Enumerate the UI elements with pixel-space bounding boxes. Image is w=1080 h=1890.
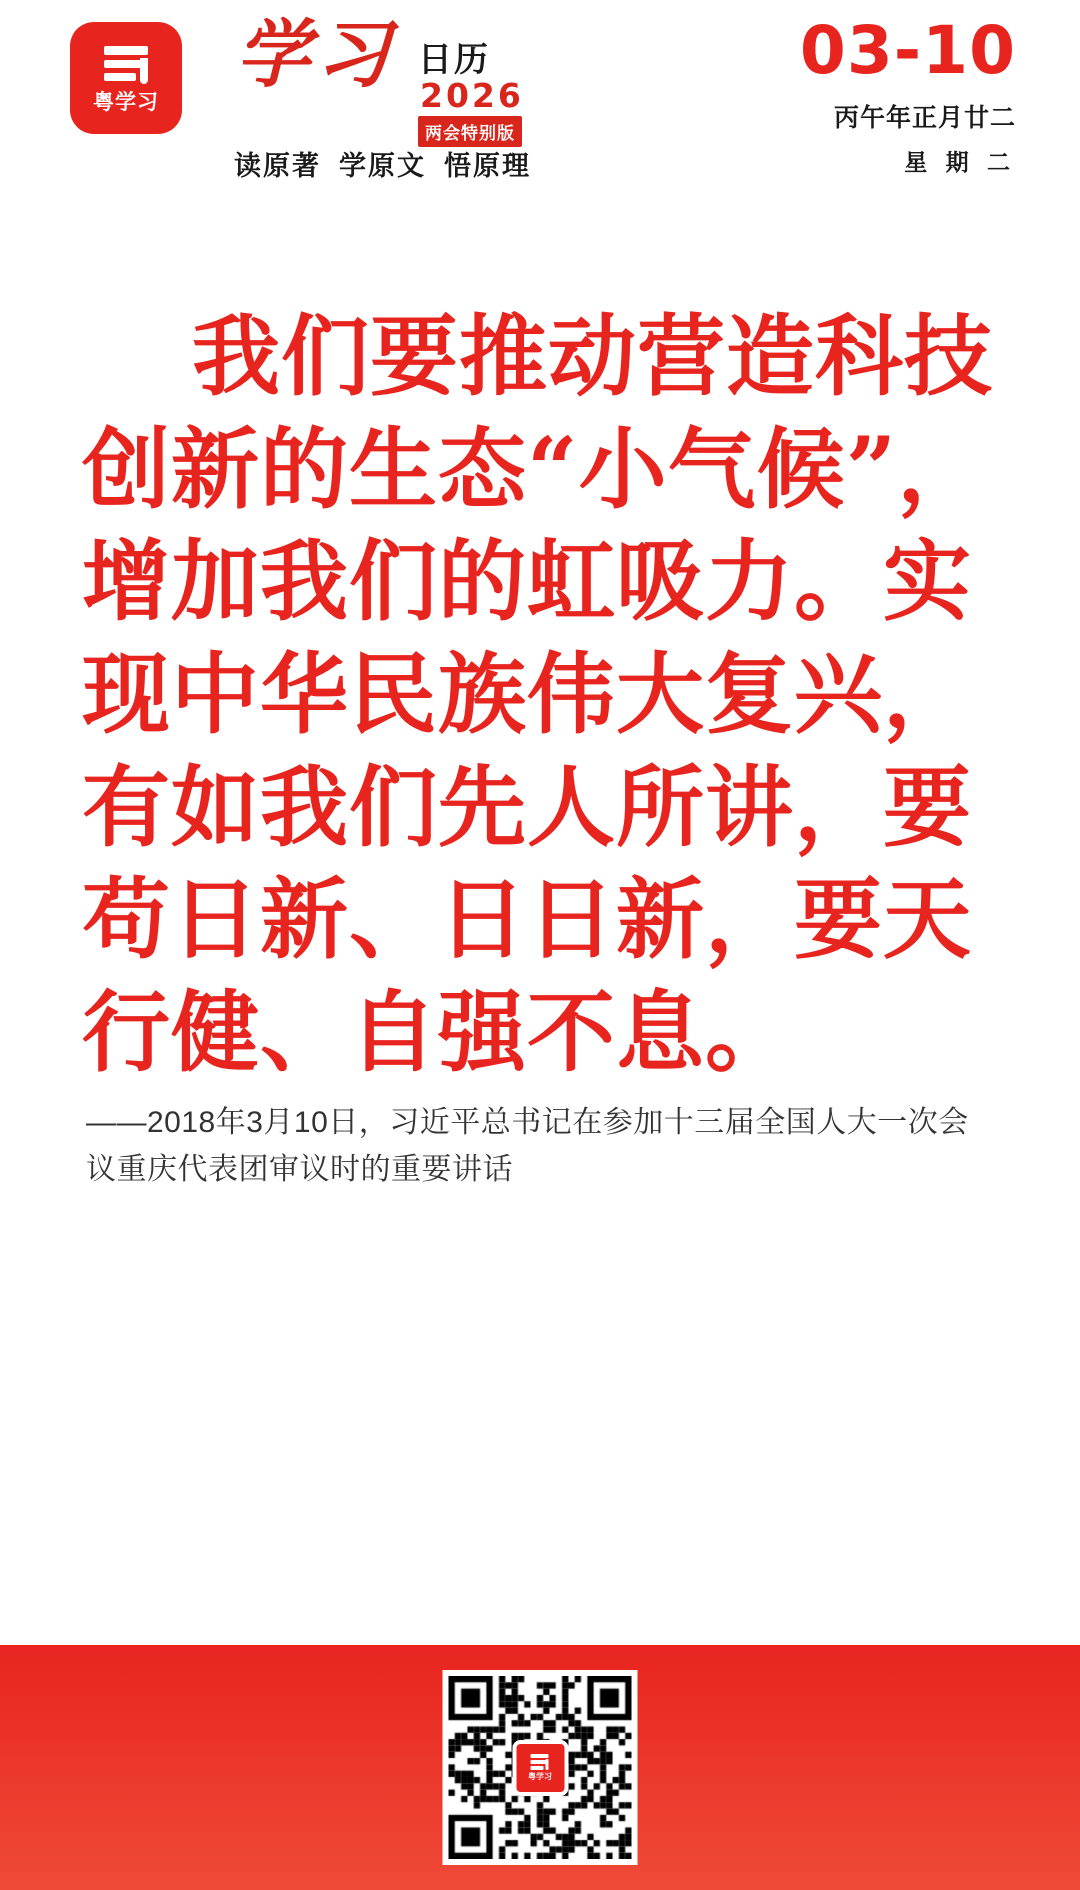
date-month-day: 03-10 bbox=[799, 12, 1016, 89]
edition-badge: 两会特别版 bbox=[418, 116, 522, 147]
page-footer bbox=[0, 1645, 1080, 1890]
title-main: 学习 bbox=[236, 12, 396, 98]
quote-attribution: ——2018年3月10日，习近平总书记在参加十三届全国人大一次会议重庆代表团审议时的重要讲话 bbox=[86, 1106, 969, 1186]
book-logo-icon-small bbox=[528, 1754, 552, 1771]
calendar-title-block bbox=[228, 12, 568, 187]
slogan-part-2: 学原文 bbox=[339, 151, 426, 181]
title-year: 2026 bbox=[420, 76, 524, 115]
date-block bbox=[716, 12, 1016, 177]
qr-center-label: 粤学习 bbox=[528, 1772, 552, 1781]
slogan bbox=[234, 144, 549, 183]
slogan-part-3: 悟原理 bbox=[444, 151, 531, 181]
date-weekday: 星 期 二 bbox=[904, 149, 1016, 175]
qr-center-logo bbox=[512, 1740, 568, 1796]
date-lunar: 丙午年正月廿二 bbox=[833, 104, 1016, 132]
quote-text: 我们要推动营造科技创新的生态“小气候”，增加我们的虹吸力。实现中华民族伟大复兴，有如我们先人所讲，要苟日新、日日新，要天行健、自强不息。 bbox=[82, 304, 994, 1084]
app-logo-label: 粤学习 bbox=[93, 90, 159, 114]
app-logo-badge[interactable] bbox=[70, 22, 182, 134]
book-logo-icon bbox=[98, 44, 154, 88]
title-sub-calendar: 日历 bbox=[418, 40, 490, 80]
slogan-part-1: 读原著 bbox=[234, 151, 321, 181]
page-header bbox=[0, 0, 1080, 200]
qr-code-icon[interactable] bbox=[443, 1670, 638, 1865]
